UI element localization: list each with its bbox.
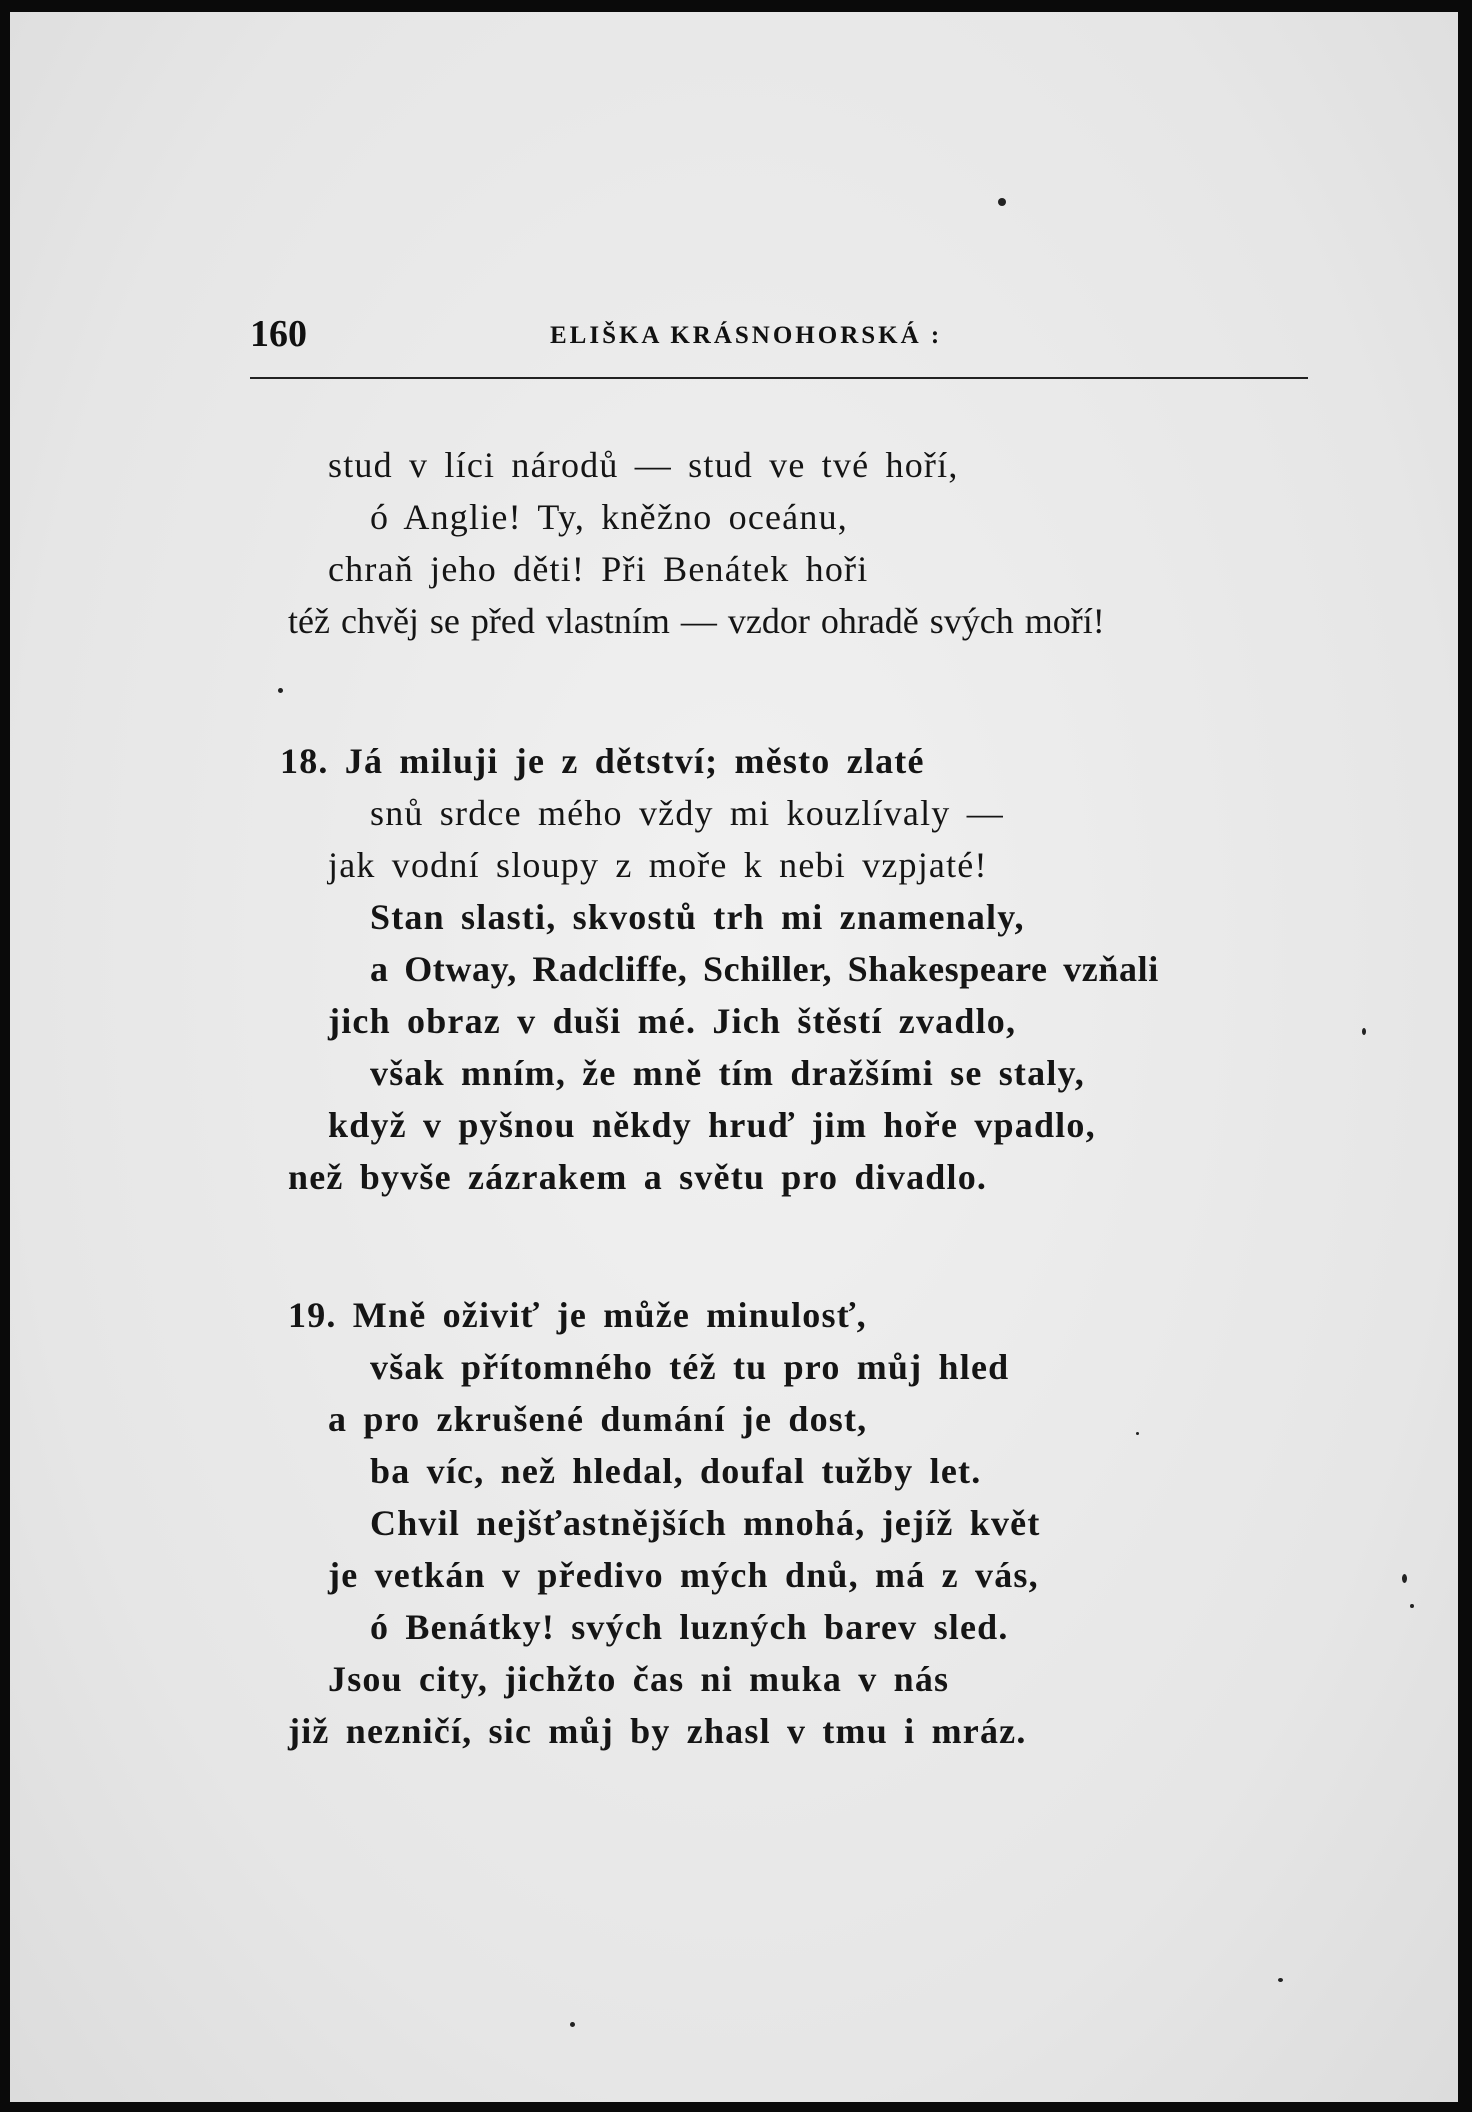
verse-line: stud v líci národů — stud ve tvé hoří,: [328, 445, 959, 485]
header-rule: [250, 377, 1308, 379]
verse-line: když v pyšnou někdy hruď jim hoře vpadlo,: [328, 1105, 1096, 1145]
verse-line: je vetkán v předivo mých dnů, má z vás,: [328, 1555, 1039, 1595]
page-header: [250, 312, 1308, 372]
running-head: ELIŠKA KRÁSNOHORSKÁ :: [550, 322, 943, 349]
verse-line: Jsou city, jichžto čas ni muka v nás: [328, 1659, 950, 1699]
verse-line: však přítomného též tu pro můj hled: [370, 1347, 1010, 1387]
verse-line: již nezničí, sic můj by zhasl v tmu i mráz.: [288, 1711, 1027, 1751]
verse-line: 19. Mně oživiť je může minulosť,: [288, 1295, 867, 1335]
page-number: 160: [250, 313, 307, 355]
verse-line: chraň jeho děti! Při Benátek hoři: [328, 549, 869, 589]
verse-line: Chvil nejšťastnějších mnohá, jejíž květ: [370, 1503, 1041, 1543]
print-speck: [1402, 1574, 1407, 1583]
print-speck: [1362, 1028, 1366, 1035]
print-speck: [570, 2022, 575, 2027]
verse-line: než byvše zázrakem a světu pro divadlo.: [288, 1157, 988, 1197]
print-speck: [1136, 1432, 1139, 1435]
verse-line: jich obraz v duši mé. Jich štěstí zvadlo,: [328, 1001, 1017, 1041]
print-speck: [1410, 1604, 1414, 1608]
verse-line: 18. Já miluji je z dětství; město zlaté: [280, 741, 925, 781]
print-speck: [278, 688, 283, 693]
verse-line: však mním, že mně tím dražšími se staly,: [370, 1053, 1085, 1093]
verse-line: ó Anglie! Ty, kněžno oceánu,: [370, 497, 848, 537]
verse-line: a pro zkrušené dumání je dost,: [328, 1399, 868, 1439]
verse-line: jak vodní sloupy z moře k nebi vzpjaté!: [328, 845, 988, 885]
print-speck: [1278, 1978, 1283, 1982]
book-page: [10, 12, 1458, 2102]
print-speck: [998, 198, 1006, 206]
verse-line: ba víc, než hledal, doufal tužby let.: [370, 1451, 982, 1491]
verse-line: ó Benátky! svých luzných barev sled.: [370, 1607, 1009, 1647]
verse-line: též chvěj se před vlastním — vzdor ohradě svých moří!: [288, 601, 1105, 641]
verse-line: snů srdce mého vždy mi kouzlívaly —: [370, 793, 1004, 833]
verse-line: Stan slasti, skvostů trh mi znamenaly,: [370, 897, 1025, 937]
verse-line: a Otway, Radcliffe, Schiller, Shakespeare vzňali: [370, 949, 1159, 989]
